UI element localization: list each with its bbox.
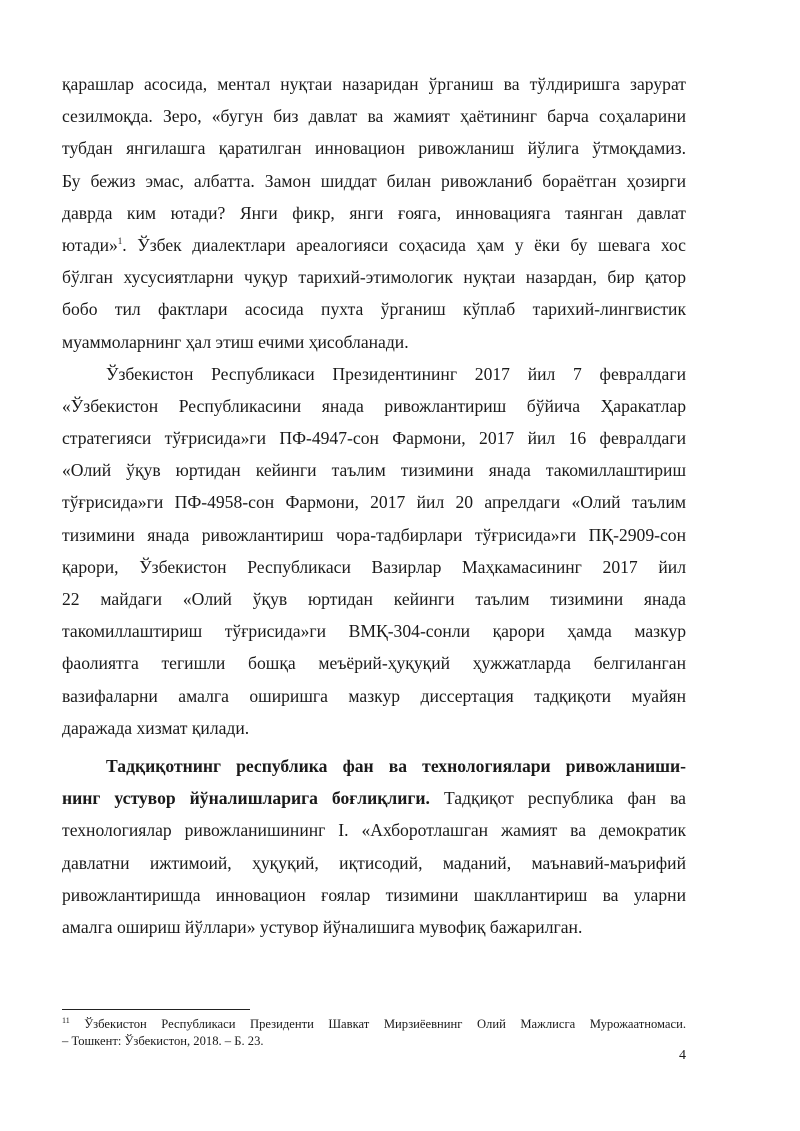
text-line-with-footnote xyxy=(62,229,686,261)
paragraph-2 xyxy=(62,358,686,744)
paragraph-3 xyxy=(62,750,686,943)
text-line: вазифаларни амалга оширишга мазкур диссертация тадқиқоти муайян xyxy=(62,685,686,706)
section-heading-fragment: нинг устувор йўналишларига боғлиқлиги. xyxy=(62,788,430,809)
text-line: Ўзбекистон Республикаси Президентининг 2017 йил 7 февралдаги xyxy=(106,363,686,384)
footnote xyxy=(62,1016,686,1050)
text-line: қарори, Ўзбекистон Республикаси Вазирлар Маҳкамасининг 2017 йил xyxy=(62,556,686,577)
text-line: бобо тил фактлари асосида пухта ўрганиш кўплаб тарихий-лингвистик xyxy=(62,299,686,320)
text-line: бўлган хусусиятларни чуқур тарихий-этимологик нуқтаи назардан, бир қатор xyxy=(62,267,686,288)
footnote-reference: 1 xyxy=(117,236,123,247)
text-fragment: . Ўзбек диалектлари ареалогияси соҳасида ҳам у ёки бу шевага хос xyxy=(122,234,686,255)
document-body xyxy=(62,68,686,943)
footnote-marker: 11 xyxy=(62,1015,70,1025)
footnote-separator xyxy=(62,1009,250,1010)
text-line: сезилмоқда. Зеро, «бугун биз давлат ва жамият ҳаётининг барча соҳаларини xyxy=(62,106,686,127)
text-line: амалга ошириш йўллари» устувор йўналишига мувофиқ бажарилган. xyxy=(62,916,583,937)
text-fragment: ютади» xyxy=(62,234,118,255)
text-line: «Олий ўқув юртидан кейинги таълим тизимини янада такомиллаштириш xyxy=(62,460,686,481)
text-line: Бу бежиз эмас, албатта. Замон шиддат билан ривожланиб бораётган ҳозирги xyxy=(62,170,686,191)
text-line-mixed xyxy=(62,782,686,814)
section-heading-line: Тадқиқотнинг республика фан ва технологиялари ривожланиши- xyxy=(106,755,686,776)
text-line: муаммоларнинг ҳал этиш ечими ҳисобланади. xyxy=(62,331,409,352)
page-number: 4 xyxy=(679,1048,686,1063)
footnote-line: – Тошкент: Ўзбекистон, 2018. – Б. 23. xyxy=(62,1034,264,1048)
text-line: технологиялар ривожланишининг I. «Ахборотлашган жамият ва демократик xyxy=(62,820,686,841)
text-line: фаолиятга тегишли бошқа меъёрий-ҳуқуқий ҳужжатларда белгиланган xyxy=(62,653,686,674)
text-line: қарашлар асосида, ментал нуқтаи назаридан ўрганиш ва тўлдиришга зарурат xyxy=(62,74,686,94)
paragraph-1 xyxy=(62,68,686,358)
text-line: 22 майдаги «Олий ўқув юртидан кейинги таълим тизимини янада xyxy=(62,589,686,609)
footnote-line xyxy=(62,1016,686,1033)
text-line: даврда ким ютади? Янги фикр, янги ғояга, инновацияга таянган давлат xyxy=(62,202,686,223)
text-fragment: Тадқиқот республика фан ва xyxy=(429,788,686,809)
text-line: ривожлантиришда инновацион ғоялар тизимини шакллантириш ва уларни xyxy=(62,884,686,905)
text-line: тизимини янада ривожлантириш чора-тадбирлари тўғрисида»ги ПҚ-2909-сон xyxy=(62,524,686,545)
footnote-text: Ўзбекистон Республикаси Президенти Шавкат Мирзиёевнинг Олий Мажлисга Мурожаатномаси. xyxy=(69,1017,686,1031)
text-line: стратегияси тўғрисида»ги ПФ-4947-сон Фармони, 2017 йил 16 февралдаги xyxy=(62,428,686,449)
text-line: тўғрисида»ги ПФ-4958-сон Фармони, 2017 йил 20 апрелдаги «Олий таълим xyxy=(62,492,686,513)
text-line: такомиллаштириш тўғрисида»ги ВМҚ-304-сонли қарори ҳамда мазкур xyxy=(62,621,686,642)
text-line: давлатни ижтимоий, ҳуқуқий, иқтисодий, маданий, маънавий-маърифий xyxy=(62,852,686,873)
text-line: «Ўзбекистон Республикасини янада ривожлантириш бўйича Ҳаракатлар xyxy=(62,395,686,416)
text-line: даражада хизмат қилади. xyxy=(62,717,250,738)
text-line: тубдан янгилашга қаратилган инновацион ривожланиш йўлига ўтмоқдамиз. xyxy=(62,138,686,159)
